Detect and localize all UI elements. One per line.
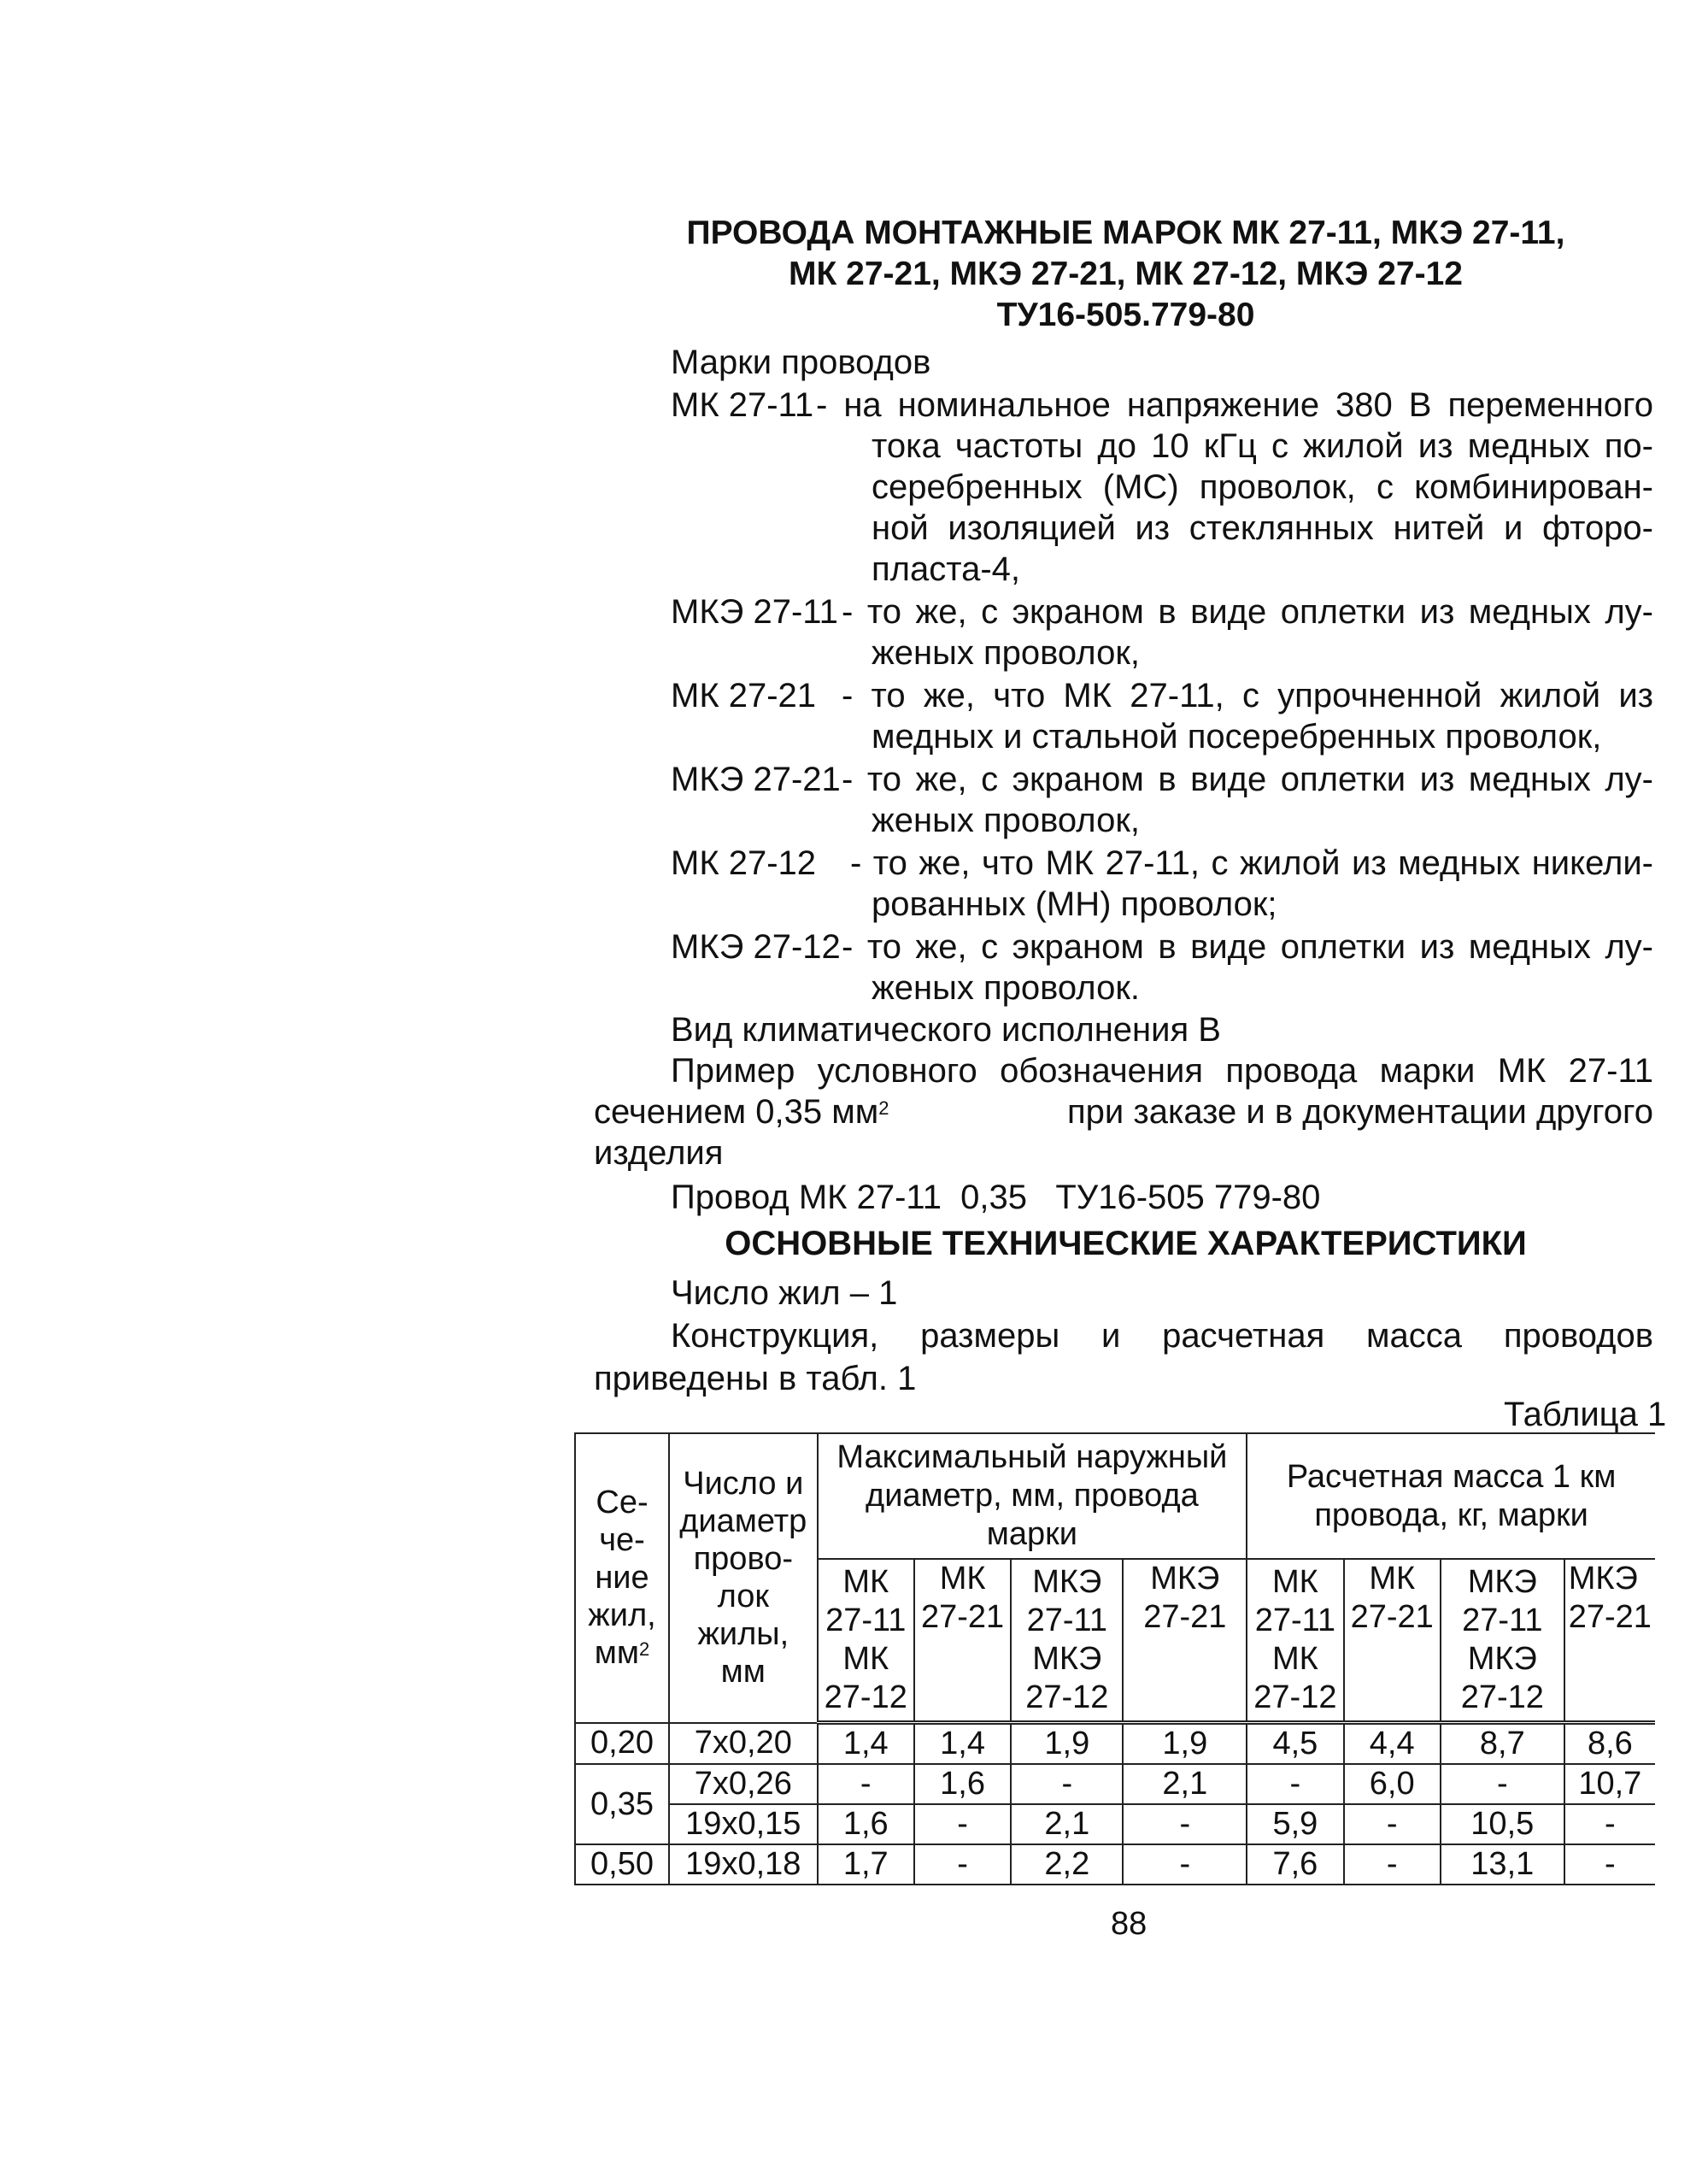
- cell-section: 0,50: [575, 1844, 669, 1885]
- mark-description-line: женых проволок,: [872, 802, 1140, 839]
- cell-value: 6,0: [1344, 1764, 1441, 1804]
- cores-text: Число жил – 1: [671, 1274, 898, 1312]
- cell-value: -: [1011, 1764, 1123, 1804]
- construction-line-2: приведены в табл. 1: [594, 1360, 917, 1397]
- header-section: Се- че- ние жил, $мм^2$: [575, 1433, 669, 1723]
- superscript: 2: [878, 1097, 889, 1119]
- cell-section: 0,20: [575, 1723, 669, 1765]
- mark-description-line: - то же, что МК 27-11, с жилой из медных никели-: [850, 844, 1653, 882]
- mark-code: МКЭ 27-12: [671, 928, 841, 966]
- mark-description: [842, 675, 1653, 757]
- header-wires: Число и диаметр прово- лок жилы, мм: [669, 1433, 818, 1723]
- cell-value: -: [914, 1804, 1011, 1844]
- cell-value: 1,9: [1123, 1723, 1247, 1765]
- mark-description-line: медных и стальной посеребренных проволок,: [872, 718, 1602, 756]
- cell-value: 10,5: [1441, 1804, 1564, 1844]
- example-line-2: [594, 1092, 1653, 1132]
- mark-code: МКЭ 27-21: [671, 761, 841, 798]
- cell-value: 4,4: [1344, 1723, 1441, 1765]
- cell-value: 1,4: [818, 1723, 914, 1765]
- cell-wires: 19х0,15: [669, 1804, 818, 1844]
- mark-description-line: женых проволок.: [872, 969, 1140, 1007]
- subheader-cell: МК 27-21: [1344, 1559, 1441, 1723]
- example-line-1: Пример условного обозначения провода марки МК 27-11: [671, 1052, 1653, 1090]
- cell-value: 8,6: [1564, 1723, 1655, 1765]
- mark-description-line: тока частоты до 10 кГц с жилой из медных по-: [872, 427, 1653, 465]
- doc-title-line-2: МК 27-21, МКЭ 27-21, МК 27-12, МКЭ 27-12: [789, 256, 1463, 292]
- mark-code: МК 27-12: [671, 844, 817, 882]
- table-row: [575, 1844, 1655, 1885]
- cell-value: 4,5: [1247, 1723, 1343, 1765]
- mark-code: МК 27-21: [671, 677, 817, 714]
- cell-value: -: [818, 1764, 914, 1804]
- cell-value: -: [1344, 1844, 1441, 1885]
- header-diameter-group: Максимальный наружный диаметр, мм, провода марки: [818, 1433, 1247, 1559]
- mark-description-line: - то же, с экраном в виде оплетки из медных лу-: [842, 761, 1653, 798]
- subheader-cell: МКЭ 27-11 МКЭ 27-12: [1441, 1559, 1564, 1723]
- cell-value: 7,6: [1247, 1844, 1343, 1885]
- mark-description-line: рованных (МН) проволок;: [872, 885, 1277, 923]
- subheader-cell: МКЭ 27-21: [1123, 1559, 1247, 1723]
- mark-code: МКЭ 27-11: [671, 593, 838, 631]
- doc-title-standard: ТУ16-505.779-80: [996, 297, 1255, 333]
- example-line-3: изделия: [594, 1134, 724, 1172]
- mark-description-line: ной изоляцией из стеклянных нитей и фторо-: [872, 509, 1653, 547]
- subheader-cell: МК 27-11 МК 27-12: [818, 1559, 914, 1723]
- cell-value: -: [1564, 1844, 1655, 1885]
- cell-value: -: [1123, 1844, 1247, 1885]
- mark-description-line: серебренных (МС) проволок, с комбинирован-: [872, 468, 1653, 506]
- cell-value: 1,4: [914, 1723, 1011, 1765]
- construction-line-1: Конструкция, размеры и расчетная масса проводов: [671, 1317, 1653, 1355]
- specs-heading: ОСНОВНЫЕ ТЕХНИЧЕСКИЕ ХАРАКТЕРИСТИКИ: [725, 1225, 1527, 1262]
- example-line-2-start: сечением 0,35 $мм^2$: [594, 1093, 889, 1131]
- cell-value: -: [1247, 1764, 1343, 1804]
- table-header-row: [575, 1433, 1655, 1559]
- cell-wires: 19х0,18: [669, 1844, 818, 1885]
- mark-description-line: пласта-4,: [872, 550, 1021, 588]
- cell-value: 1,7: [818, 1844, 914, 1885]
- cell-value: 2,1: [1123, 1764, 1247, 1804]
- cell-section: 0,35: [575, 1764, 669, 1844]
- subheader-cell: МКЭ 27-11 МКЭ 27-12: [1011, 1559, 1123, 1723]
- cell-value: 10,7: [1564, 1764, 1655, 1804]
- subheader-cell: МК 27-21: [914, 1559, 1011, 1723]
- table-row: [575, 1723, 1655, 1765]
- mark-description-line: - то же, с экраном в виде оплетки из медных лу-: [842, 593, 1653, 631]
- climate-text: Вид климатического исполнения В: [671, 1011, 1221, 1049]
- cell-value: -: [1564, 1804, 1655, 1844]
- table-row: [575, 1804, 1655, 1844]
- cell-value: -: [1123, 1804, 1247, 1844]
- cell-wires: 7х0,20: [669, 1723, 818, 1765]
- cell-value: 1,9: [1011, 1723, 1123, 1765]
- subheader-cell: МКЭ 27-21: [1564, 1559, 1655, 1723]
- cell-value: -: [1344, 1804, 1441, 1844]
- doc-title-line-1: ПРОВОДА МОНТАЖНЫЕ МАРОК МК 27-11, МКЭ 27-11,: [686, 215, 1565, 251]
- cell-value: 1,6: [818, 1804, 914, 1844]
- mark-description: [842, 926, 1653, 1008]
- cell-value: 2,1: [1011, 1804, 1123, 1844]
- subheader-cell: МК 27-11 МК 27-12: [1247, 1559, 1343, 1723]
- example-line-2-end: при заказе и в документации другого: [1067, 1093, 1653, 1131]
- cell-value: -: [914, 1844, 1011, 1885]
- mark-description-line: - то же, что МК 27-11, с упрочненной жилой из: [842, 677, 1653, 714]
- cell-value: -: [1441, 1764, 1564, 1804]
- mark-description: [850, 843, 1653, 925]
- mark-description: [816, 385, 1653, 590]
- data-table: [574, 1432, 1655, 1885]
- cell-value: 5,9: [1247, 1804, 1343, 1844]
- mark-code: МК 27-11: [671, 386, 814, 424]
- cell-value: 1,6: [914, 1764, 1011, 1804]
- mark-description-line: - то же, с экраном в виде оплетки из медных лу-: [842, 928, 1653, 966]
- marks-heading: Марки проводов: [671, 344, 931, 381]
- mark-description: [842, 759, 1653, 841]
- cell-value: 13,1: [1441, 1844, 1564, 1885]
- page-number: 88: [1111, 1906, 1147, 1942]
- mark-description: [842, 591, 1653, 673]
- table-caption: Таблица 1: [1504, 1396, 1667, 1433]
- example-designation: Провод МК 27-11 0,35 ТУ16-505 779-80: [671, 1179, 1321, 1216]
- header-mass-group: Расчетная масса 1 км провода, кг, марки: [1247, 1433, 1655, 1559]
- mark-description-line: женых проволок,: [872, 634, 1140, 672]
- cell-wires: 7х0,26: [669, 1764, 818, 1804]
- cell-value: 8,7: [1441, 1723, 1564, 1765]
- mark-description-line: - на номинальное напряжение 380 В переменного: [816, 386, 1653, 424]
- table-row: [575, 1764, 1655, 1804]
- cell-value: 2,2: [1011, 1844, 1123, 1885]
